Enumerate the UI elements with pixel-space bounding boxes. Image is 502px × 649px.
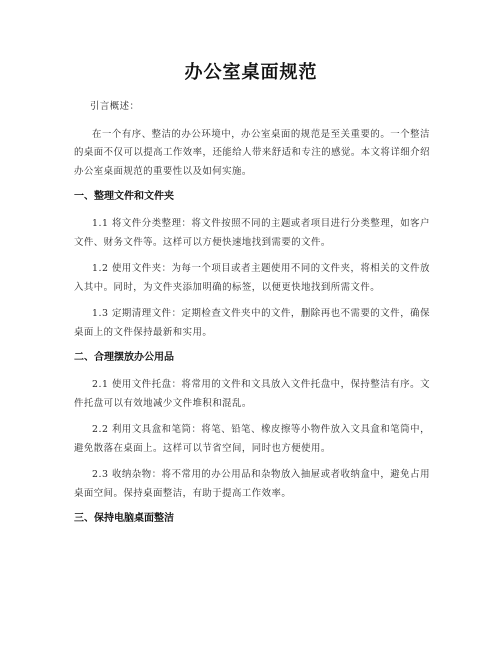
section-1-item-2: 1.2 使用文件夹：为每一个项目或者主题使用不同的文件夹，将相关的文件放入其中。同时，为文件夹添加明确的标签，以便更快地找到所需文件。 xyxy=(74,263,430,293)
page-title: 办公室桌面规范 xyxy=(184,62,318,83)
section-heading-2: 二、合理摆放办公用品 xyxy=(74,352,174,363)
section-1-item-3: 1.3 定期清理文件：定期检查文件夹中的文件，删除再也不需要的文件，确保桌面上的文件保持最新和实用。 xyxy=(74,308,430,338)
intro-paragraph: 在一个有序、整洁的办公环境中，办公室桌面的规范是至关重要的。一个整洁的桌面不仅可以提高工作效率，还能给人带来舒适和专注的感觉。本文将详细介绍办公室桌面规范的重要性以及如何实施。 xyxy=(74,128,430,177)
intro-label: 引言概述： xyxy=(90,101,140,112)
section-2-item-1: 2.1 使用文件托盘：将常用的文件和文具放入文件托盘中，保持整洁有序。文件托盘可以有效地减少文件堆积和混乱。 xyxy=(74,379,430,409)
section-2-item-2: 2.2 利用文具盒和笔筒：将笔、铅笔、橡皮擦等小物件放入文具盒和笔筒中，避免散落在桌面上。这样可以节省空间，同时也方便使用。 xyxy=(74,424,430,454)
section-1-item-1: 1.1 将文件分类整理：将文件按照不同的主题或者项目进行分类整理，如客户文件、财务文件等。这样可以方便快速地找到需要的文件。 xyxy=(74,218,430,248)
document-body xyxy=(74,98,430,537)
section-heading-3: 三、保持电脑桌面整洁 xyxy=(74,513,174,524)
section-heading-1: 一、整理文件和文件夹 xyxy=(74,191,174,202)
section-2-item-3: 2.3 收纳杂物：将不常用的办公用品和杂物放入抽屉或者收纳盒中，避免占用桌面空间。保持桌面整洁，有助于提高工作效率。 xyxy=(74,469,430,499)
